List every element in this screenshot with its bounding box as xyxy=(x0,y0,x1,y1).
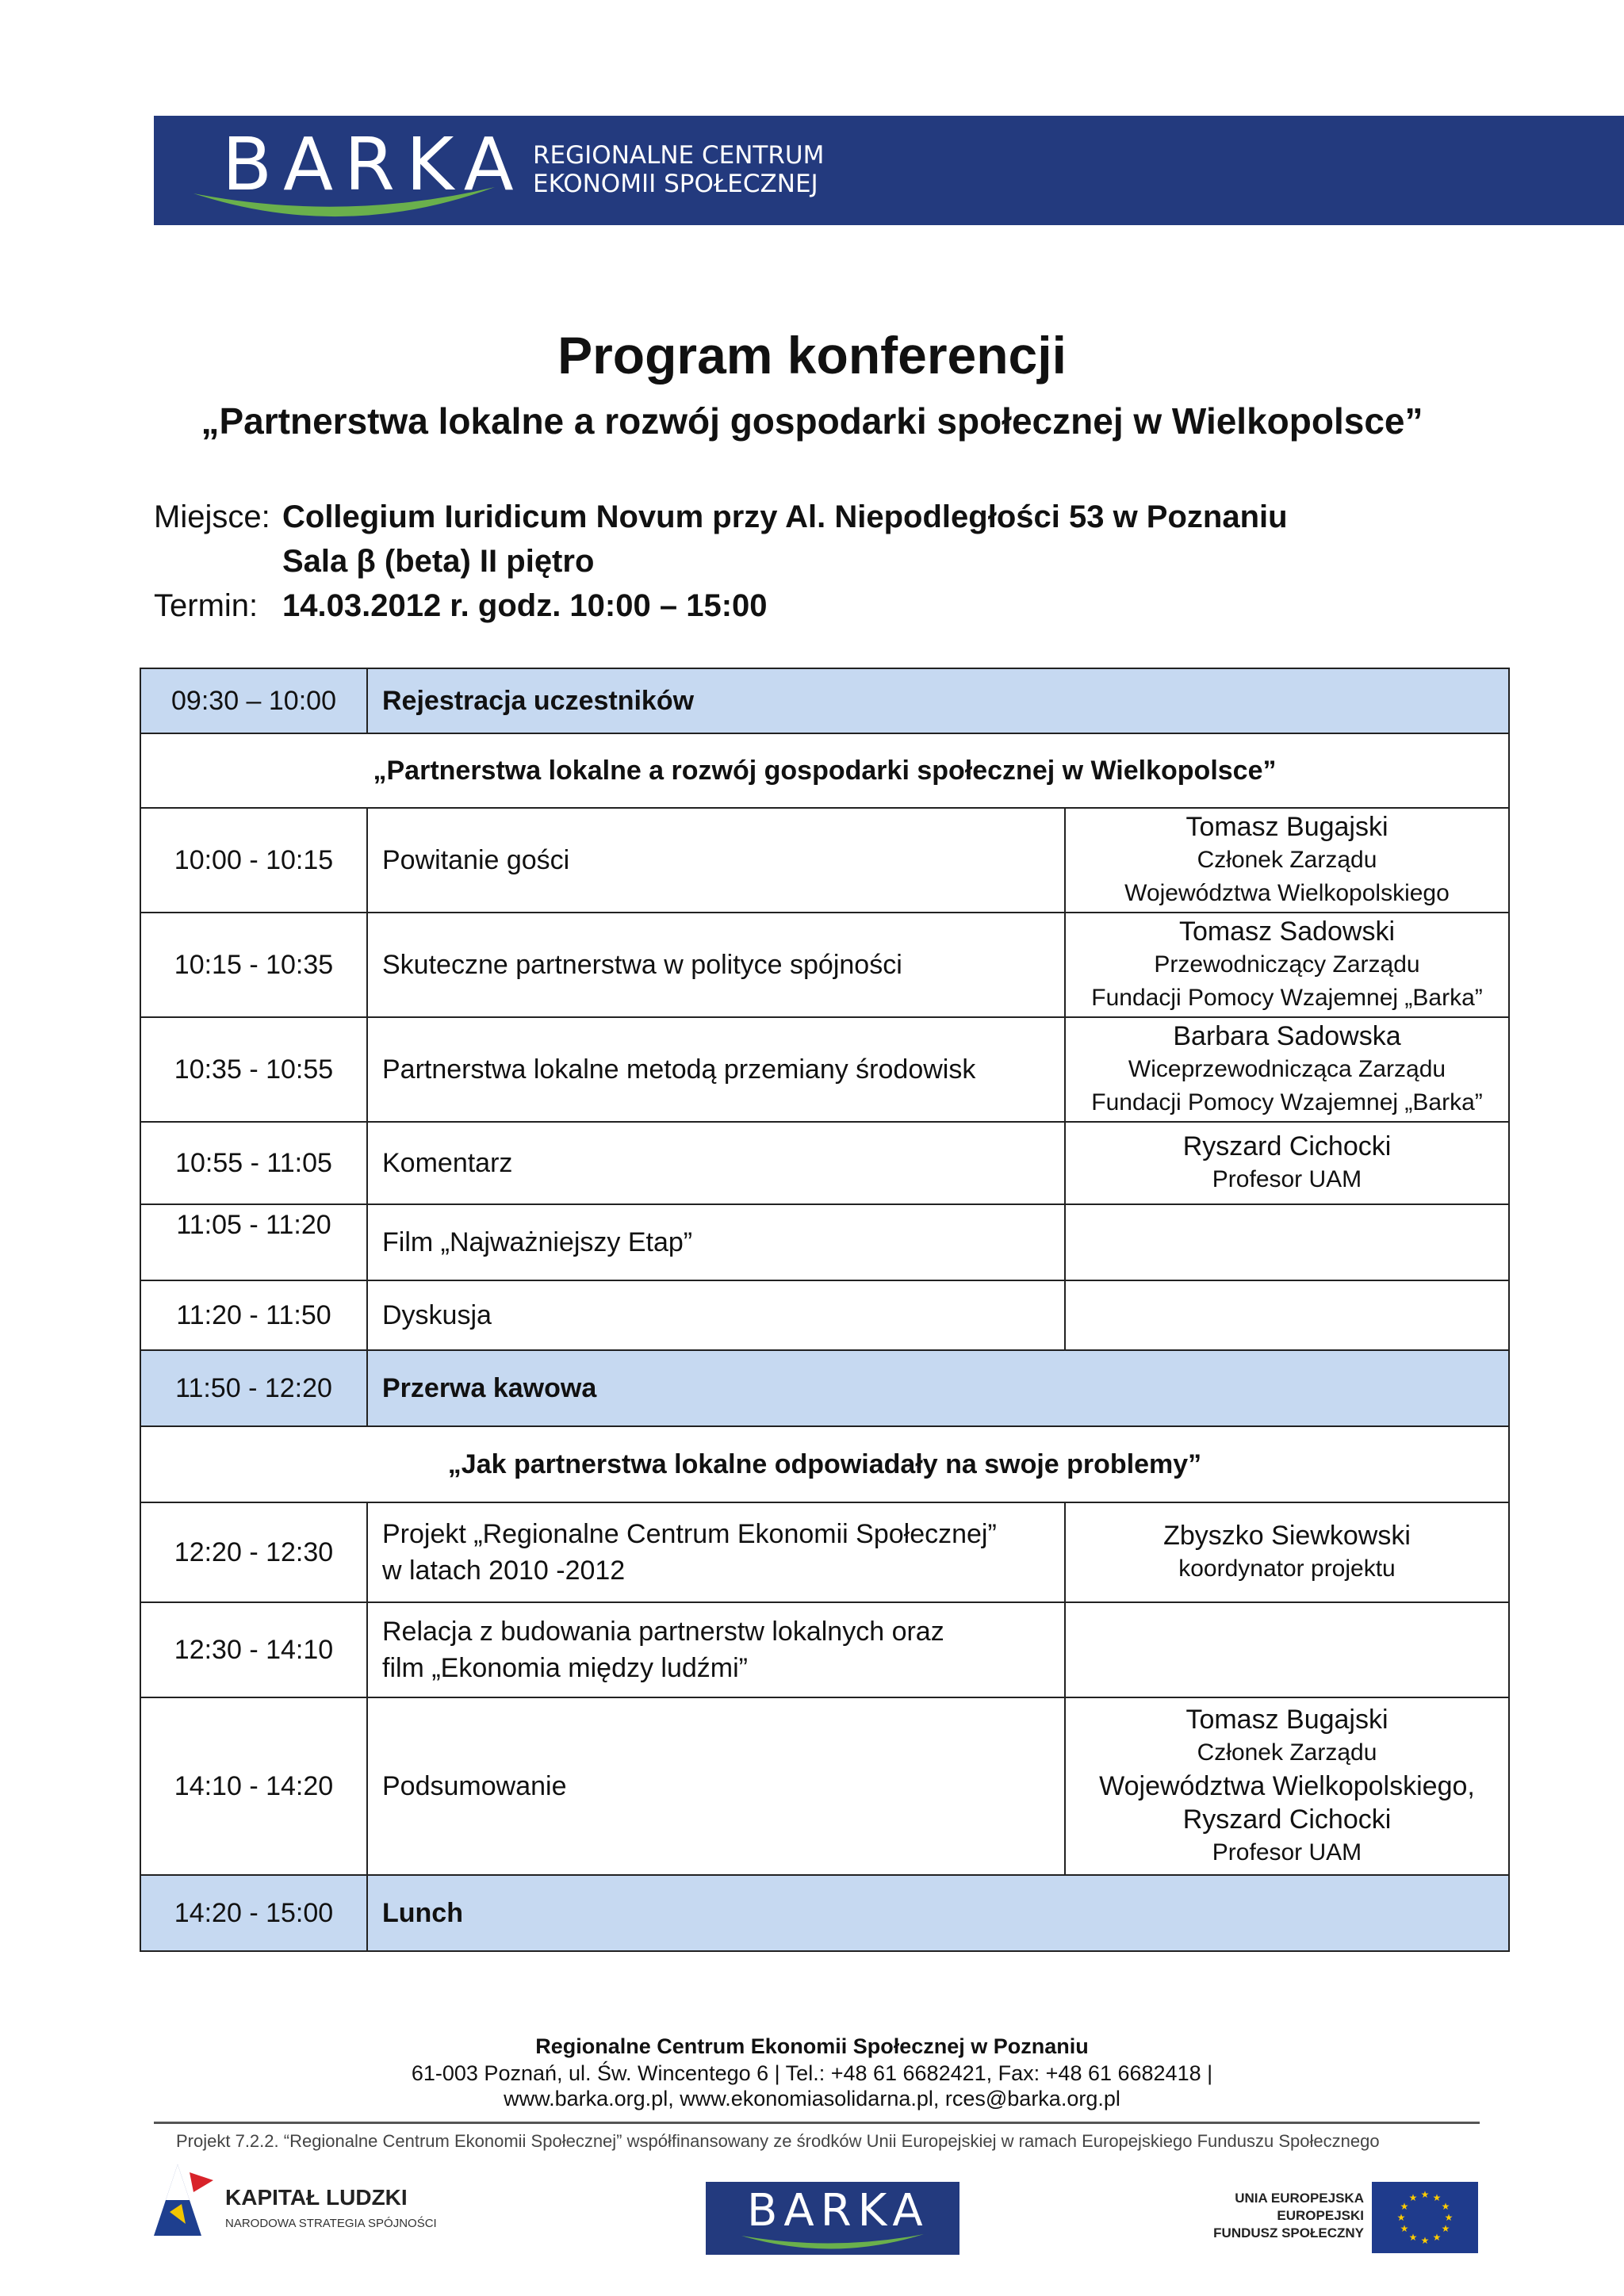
svg-text:★: ★ xyxy=(1441,2223,1450,2234)
speaker-role: Województwa Wielkopolskiego, xyxy=(1099,1771,1475,1801)
row-speaker xyxy=(1065,1017,1509,1122)
svg-text:★: ★ xyxy=(1396,2212,1406,2223)
table-row xyxy=(140,1602,1509,1697)
svg-text:★: ★ xyxy=(1400,2223,1409,2234)
kl-title: KAPITAŁ LUDZKI xyxy=(225,2185,408,2210)
row-speaker xyxy=(1065,1122,1509,1204)
speaker-role: Fundacji Pomocy Wzajemnej „Barka” xyxy=(1091,985,1483,1011)
row-event: Film „Najważniejszy Etap” xyxy=(367,1204,1065,1280)
row-time: 12:30 - 14:10 xyxy=(140,1602,367,1697)
row-time: 10:35 - 10:55 xyxy=(140,1017,367,1122)
speaker-role: Fundacji Pomocy Wzajemnej „Barka” xyxy=(1091,1089,1483,1115)
table-row xyxy=(140,808,1509,913)
header-banner xyxy=(154,116,1624,225)
row-event: Przerwa kawowa xyxy=(367,1350,1509,1426)
table-row xyxy=(140,1017,1509,1122)
svg-text:★: ★ xyxy=(1408,2192,1418,2203)
row-event: Partnerstwa lokalne metodą przemiany środowisk xyxy=(367,1017,1065,1122)
eu-line: UNIA EUROPEJSKA xyxy=(1235,2191,1364,2206)
speaker-role: Profesor UAM xyxy=(1212,1839,1362,1866)
eu-line: FUNDUSZ SPOŁECZNY xyxy=(1213,2225,1364,2241)
footer-divider xyxy=(154,2122,1480,2124)
row-speaker xyxy=(1065,1697,1509,1875)
row-speaker-empty xyxy=(1065,1602,1509,1697)
row-event: Powitanie gości xyxy=(367,808,1065,913)
speaker-role: Województwa Wielkopolskiego xyxy=(1124,880,1450,906)
row-speaker xyxy=(1065,913,1509,1017)
speaker-name: Ryszard Cichocki xyxy=(1182,1131,1392,1161)
page-title: Program konferencji xyxy=(557,326,1067,385)
table-row xyxy=(140,1204,1509,1280)
program-table xyxy=(140,668,1510,1952)
speaker-role: Przewodniczący Zarządu xyxy=(1154,951,1420,978)
footer-barka-logo xyxy=(706,2182,959,2255)
section-header-row xyxy=(140,1426,1509,1502)
date-value: 14.03.2012 r. godz. 10:00 – 15:00 xyxy=(282,588,768,623)
header-org-line2: EKONOMII SPOŁECZNEJ xyxy=(533,170,818,198)
row-time: 14:10 - 14:20 xyxy=(140,1697,367,1875)
barka-logo: BARKA xyxy=(222,122,525,207)
row-event: Rejestracja uczestników xyxy=(367,668,1509,733)
row-time: 11:20 - 11:50 xyxy=(140,1280,367,1350)
row-speaker xyxy=(1065,808,1509,913)
row-time: 10:15 - 10:35 xyxy=(140,913,367,1017)
kl-subtitle: NARODOWA STRATEGIA SPÓJNOŚCI xyxy=(225,2217,437,2230)
row-event-line: film „Ekonomia między ludźmi” xyxy=(382,1653,748,1683)
row-event: Dyskusja xyxy=(367,1280,1065,1350)
speaker-role: Członek Zarządu xyxy=(1197,1739,1377,1766)
row-event: Podsumowanie xyxy=(367,1697,1065,1875)
footer-org: Regionalne Centrum Ekonomii Społecznej w Poznaniu xyxy=(535,2034,1089,2058)
row-event: Lunch xyxy=(367,1875,1509,1951)
row-event xyxy=(367,1602,1065,1697)
section-header-row xyxy=(140,733,1509,808)
footer-address: 61-003 Poznań, ul. Św. Wincentego 6 | Tel.: +48 61 6682421, Fax: +48 61 6682418 | xyxy=(411,2061,1213,2085)
speaker-name: Ryszard Cichocki xyxy=(1182,1804,1392,1835)
row-speaker-empty xyxy=(1065,1204,1509,1280)
logo-swoosh-icon xyxy=(186,179,503,227)
svg-text:★: ★ xyxy=(1420,2235,1430,2246)
speaker-role: Członek Zarządu xyxy=(1197,847,1377,873)
row-event-line: Projekt „Regionalne Centrum Ekonomii Społecznej” xyxy=(382,1519,997,1549)
table-row xyxy=(140,1280,1509,1350)
kapital-ludzki-logo-icon xyxy=(146,2156,217,2244)
svg-text:★: ★ xyxy=(1420,2189,1430,2200)
table-row-break xyxy=(140,1350,1509,1426)
footer-swoosh-icon xyxy=(737,2231,928,2255)
row-speaker xyxy=(1065,1502,1509,1602)
speaker-role: Profesor UAM xyxy=(1212,1166,1362,1192)
row-time: 14:20 - 15:00 xyxy=(140,1875,367,1951)
svg-text:★: ★ xyxy=(1441,2201,1450,2212)
row-time: 12:20 - 12:30 xyxy=(140,1502,367,1602)
row-speaker-empty xyxy=(1065,1280,1509,1350)
speaker-role: Wiceprzewodnicząca Zarządu xyxy=(1128,1056,1446,1082)
svg-text:★: ★ xyxy=(1408,2232,1418,2243)
section-title: „Jak partnerstwa lokalne odpowiadały na swoje problemy” xyxy=(140,1426,1509,1502)
table-row-lunch xyxy=(140,1875,1509,1951)
table-row xyxy=(140,1122,1509,1204)
row-time: 11:50 - 12:20 xyxy=(140,1350,367,1426)
table-row xyxy=(140,1697,1509,1875)
eu-text xyxy=(1197,2190,1364,2242)
page-subtitle: „Partnerstwa lokalne a rozwój gospodarki społecznej w Wielkopolsce” xyxy=(201,400,1423,442)
speaker-name: Tomasz Bugajski xyxy=(1185,812,1388,842)
row-event-line: Relacja z budowania partnerstw lokalnych oraz xyxy=(382,1617,944,1647)
table-row xyxy=(140,1502,1509,1602)
svg-text:★: ★ xyxy=(1432,2192,1442,2203)
row-event: Komentarz xyxy=(367,1122,1065,1204)
svg-text:★: ★ xyxy=(1444,2212,1454,2223)
header-org-name xyxy=(533,141,824,198)
speaker-name: Barbara Sadowska xyxy=(1173,1021,1401,1051)
row-event: Skuteczne partnerstwa w polityce spójności xyxy=(367,913,1065,1017)
date-label: Termin: xyxy=(154,588,259,623)
speaker-role: koordynator projektu xyxy=(1178,1556,1396,1582)
row-time: 10:55 - 11:05 xyxy=(140,1122,367,1204)
venue-label: Miejsce: xyxy=(154,499,270,534)
footer-web: www.barka.org.pl, www.ekonomiasolidarna.pl, rces@barka.org.pl xyxy=(504,2087,1120,2110)
footer-project-note: Projekt 7.2.2. “Regionalne Centrum Ekonomii Społecznej” współfinansowany ze środków Unii Europejskiej w ramach Europejskiego Funduszu Społecznego xyxy=(176,2131,1380,2151)
speaker-name: Tomasz Sadowski xyxy=(1178,916,1396,947)
header-org-line1: REGIONALNE CENTRUM xyxy=(533,141,825,170)
section-title: „Partnerstwa lokalne a rozwój gospodarki społecznej w Wielkopolsce” xyxy=(140,733,1509,808)
row-event xyxy=(367,1502,1065,1602)
eu-line: EUROPEJSKI xyxy=(1277,2208,1364,2223)
venue-room: Sala β (beta) II piętro xyxy=(282,544,595,579)
venue-value: Collegium Iuridicum Novum przy Al. Niepodległości 53 w Poznaniu xyxy=(282,499,1288,534)
row-time: 09:30 – 10:00 xyxy=(140,668,367,733)
row-time: 10:00 - 10:15 xyxy=(140,808,367,913)
row-event-line: w latach 2010 -2012 xyxy=(382,1556,626,1586)
row-time: 11:05 - 11:20 xyxy=(140,1204,367,1280)
speaker-name: Tomasz Bugajski xyxy=(1185,1705,1388,1735)
speaker-name: Zbyszko Siewkowski xyxy=(1163,1521,1411,1551)
svg-text:★: ★ xyxy=(1432,2232,1442,2243)
table-row xyxy=(140,913,1509,1017)
table-row-registration xyxy=(140,668,1509,733)
svg-text:★: ★ xyxy=(1400,2201,1409,2212)
eu-flag-icon xyxy=(1372,2182,1478,2253)
footer-barka-text: BARKA xyxy=(747,2185,929,2237)
